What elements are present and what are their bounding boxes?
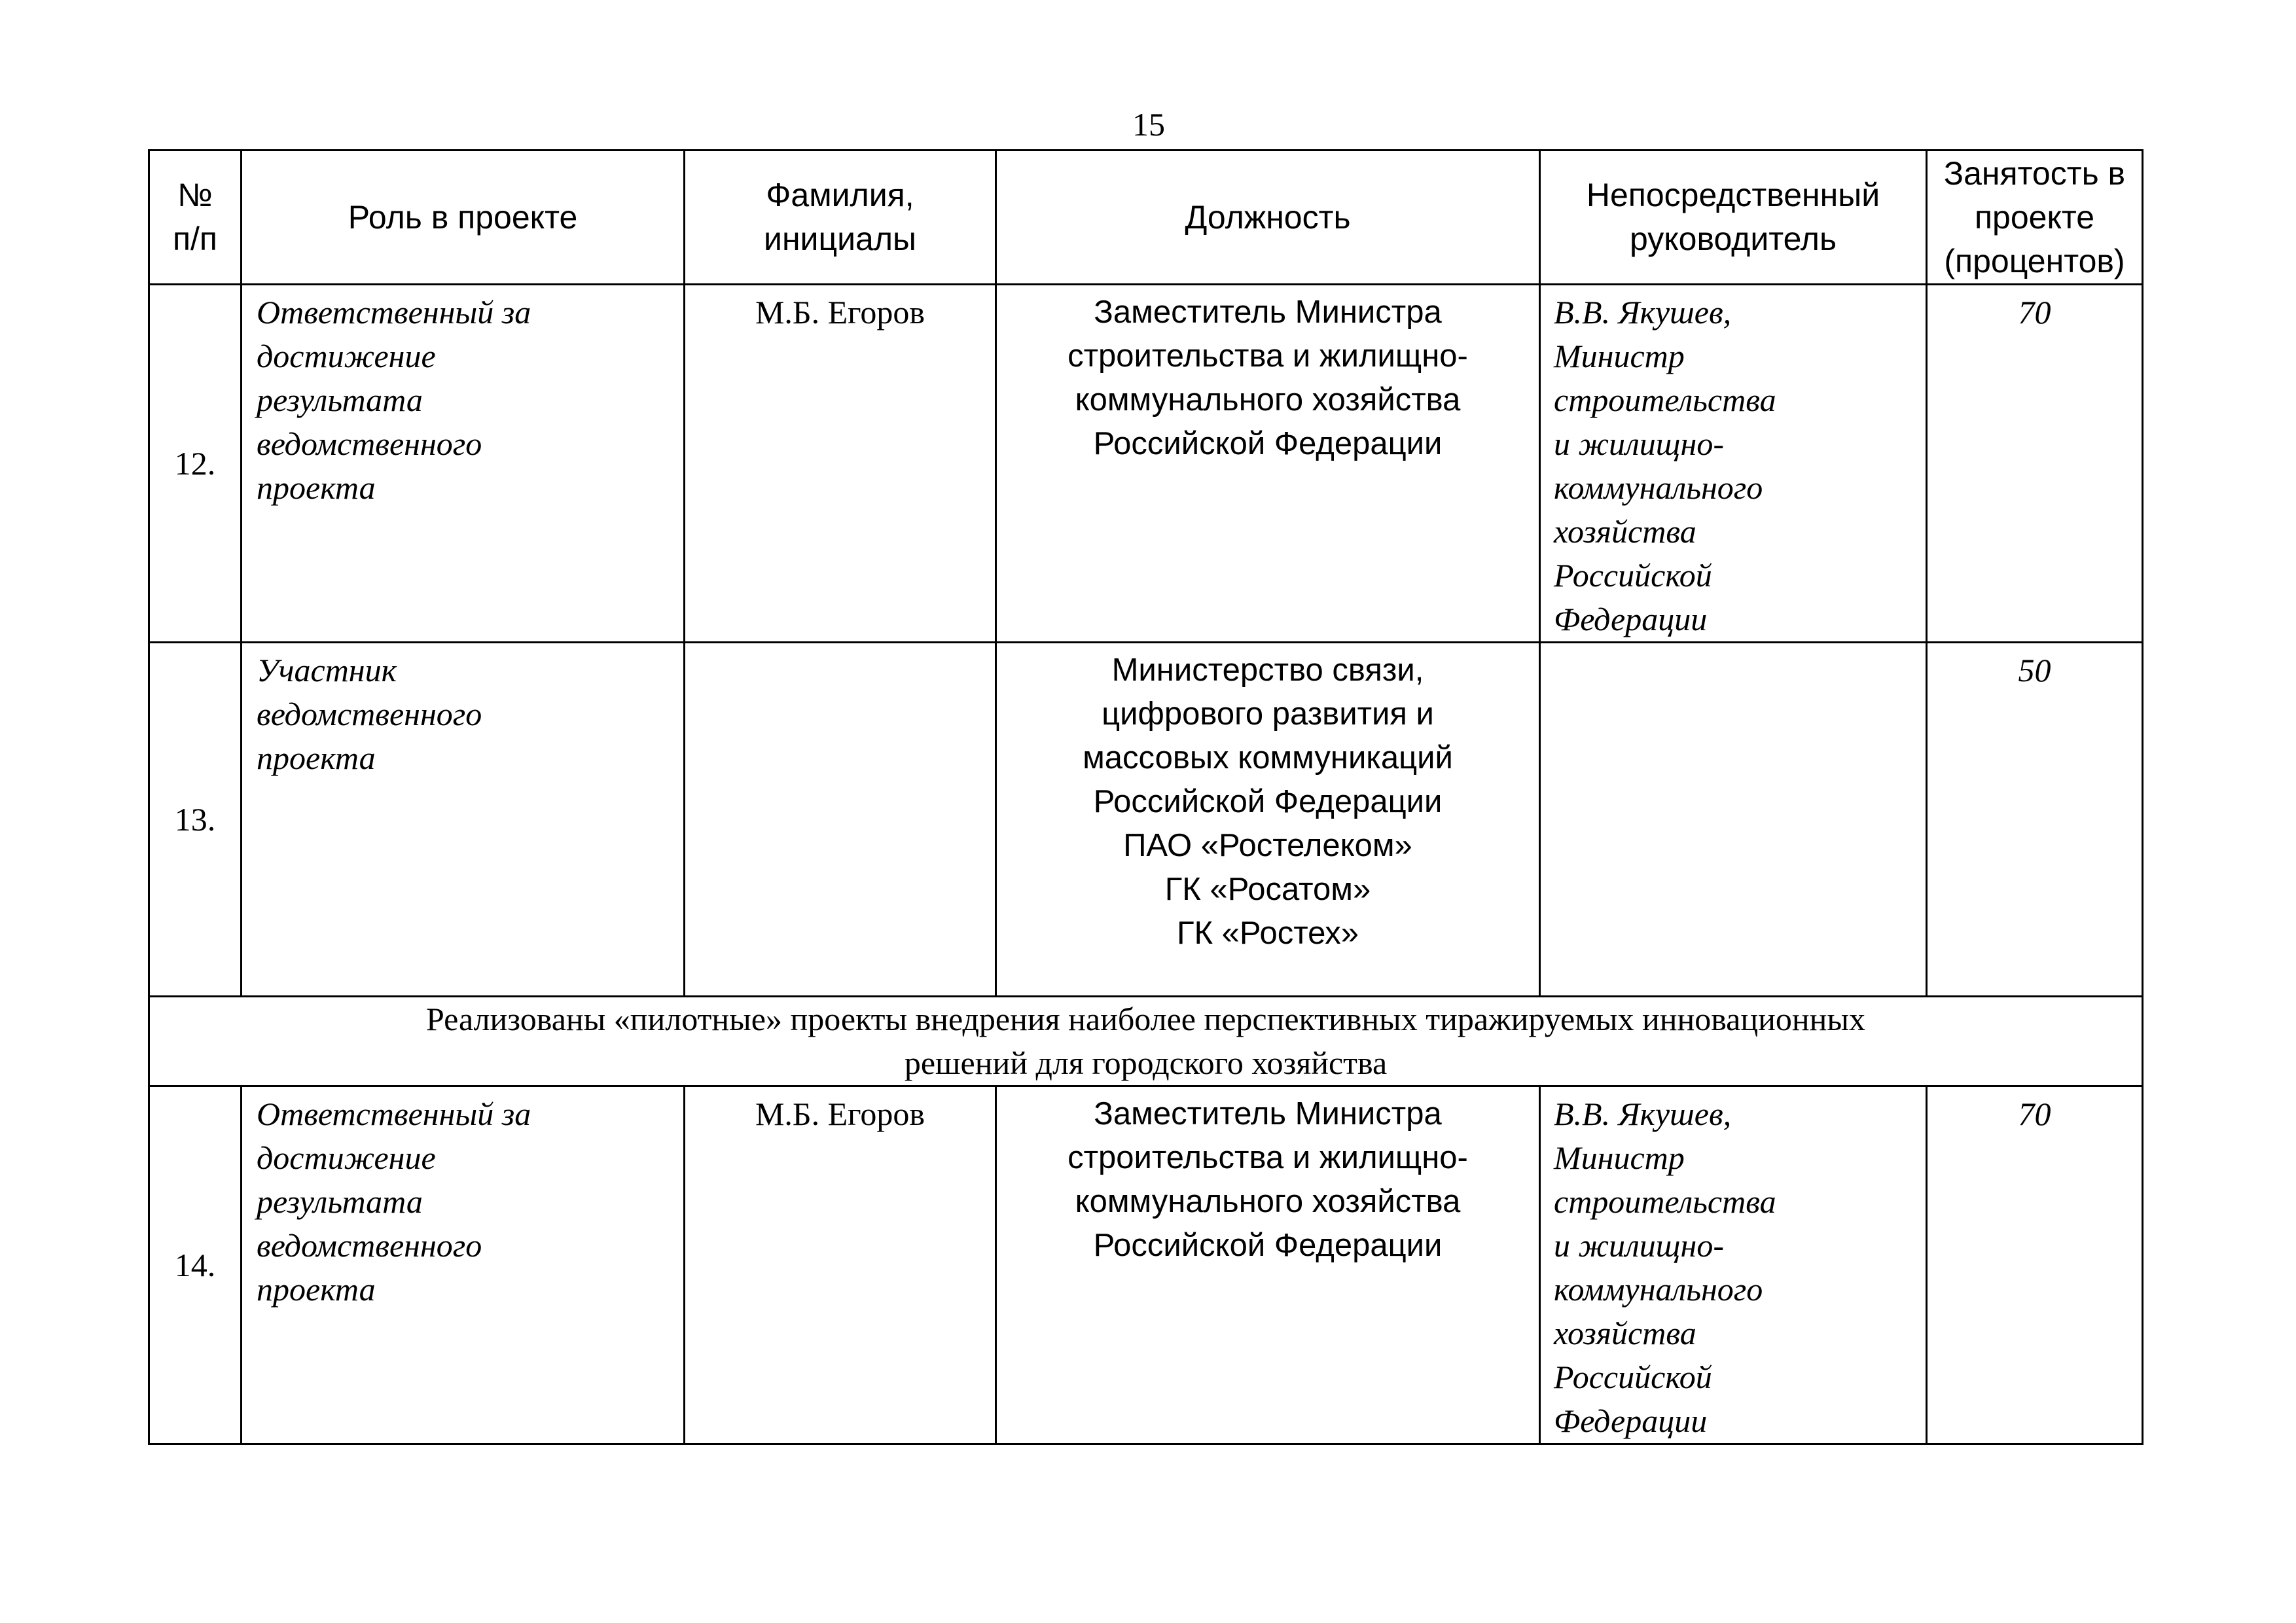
supervisor-cell (1540, 285, 1927, 643)
role-cell (242, 1086, 685, 1444)
position-line: массовых коммуникаций (1083, 740, 1453, 776)
role-line: ведомственного (257, 696, 482, 732)
role-line: ведомственного (257, 425, 482, 462)
role-line: достижение (257, 1139, 436, 1176)
header-share (1927, 151, 2143, 285)
supervisor-line: хозяйства (1554, 513, 1696, 550)
position-line: ГК «Росатом» (1164, 872, 1371, 907)
role-line: результата (257, 382, 423, 418)
section-title-line: Реализованы «пилотные» проекты внедрения наиболее перспективных тиражируемых инновационных (426, 1001, 1865, 1037)
supervisor-line: коммунального (1554, 1271, 1763, 1308)
header-share-line: (процентов) (1944, 242, 2125, 279)
position-line: цифрового развития и (1102, 696, 1434, 732)
position-cell (996, 643, 1540, 997)
position-line: Заместитель Министра (1094, 294, 1442, 330)
project-roster-table (148, 149, 2144, 1445)
supervisor-line: коммунального (1554, 469, 1763, 506)
position-line: коммунального хозяйства (1075, 382, 1461, 418)
header-share-line: Занятость в (1943, 154, 2126, 192)
section-title-line: решений для городского хозяйства (904, 1044, 1388, 1081)
table-row (149, 285, 2143, 643)
role-line: проекта (257, 740, 376, 776)
position-line: коммунального хозяйства (1075, 1184, 1461, 1219)
supervisor-line: Российской (1554, 557, 1712, 594)
supervisor-line: В.В. Якушев, (1554, 294, 1732, 330)
header-num-line: п/п (172, 221, 218, 257)
position-line: ГК «Ростех» (1176, 916, 1359, 951)
row-number: 14. (149, 1086, 242, 1444)
position-cell (996, 285, 1540, 643)
header-role: Роль в проекте (242, 151, 685, 285)
supervisor-line: строительства (1554, 1183, 1776, 1220)
share-cell: 70 (1927, 1086, 2143, 1444)
position-line: Министерство связи, (1111, 652, 1424, 688)
supervisor-cell (1540, 643, 1927, 997)
header-head-line: руководитель (1629, 221, 1837, 257)
supervisor-line: Федерации (1554, 1402, 1708, 1439)
header-name-line: Фамилия, (766, 177, 914, 213)
header-head (1540, 151, 1927, 285)
header-name-line: инициалы (764, 221, 916, 257)
position-line: Российской Федерации (1093, 426, 1443, 461)
section-title (149, 997, 2143, 1086)
role-line: ведомственного (257, 1227, 482, 1264)
position-line: строительства и жилищно- (1067, 1140, 1468, 1175)
role-line: проекта (257, 1271, 376, 1308)
role-line: Участник (257, 652, 397, 688)
supervisor-line: Российской (1554, 1359, 1712, 1395)
supervisor-line: Федерации (1554, 601, 1708, 637)
header-head-line: Непосредственный (1586, 177, 1880, 213)
name-cell: М.Б. Егоров (685, 1086, 996, 1444)
position-line: Российской Федерации (1093, 1228, 1443, 1263)
header-share-line: проекте (1974, 198, 2095, 236)
header-num (149, 151, 242, 285)
header-position: Должность (996, 151, 1540, 285)
role-cell (242, 285, 685, 643)
position-line: ПАО «Ростелеком» (1123, 828, 1412, 863)
role-line: результата (257, 1183, 423, 1220)
header-num-line: № (177, 177, 213, 213)
supervisor-line: и жилищно- (1554, 425, 1725, 462)
supervisor-line: В.В. Якушев, (1554, 1096, 1732, 1132)
header-name (685, 151, 996, 285)
supervisor-cell (1540, 1086, 1927, 1444)
position-line: строительства и жилищно- (1067, 338, 1468, 374)
position-line: Заместитель Министра (1094, 1096, 1442, 1132)
row-number: 13. (149, 643, 242, 997)
name-cell: М.Б. Егоров (685, 285, 996, 643)
supervisor-line: и жилищно- (1554, 1227, 1725, 1264)
section-title-row (149, 997, 2143, 1086)
name-cell (685, 643, 996, 997)
share-cell: 50 (1927, 643, 2143, 997)
page-number: 15 (1132, 106, 1165, 143)
supervisor-line: Министр (1554, 1139, 1685, 1176)
table-row (149, 643, 2143, 997)
table-header-row (149, 151, 2143, 285)
role-line: достижение (257, 338, 436, 374)
position-line: Российской Федерации (1093, 784, 1443, 819)
supervisor-line: строительства (1554, 382, 1776, 418)
share-cell: 70 (1927, 285, 2143, 643)
table-row (149, 1086, 2143, 1444)
row-number: 12. (149, 285, 242, 643)
role-line: Ответственный за (257, 1096, 531, 1132)
supervisor-line: хозяйства (1554, 1315, 1696, 1351)
role-line: проекта (257, 469, 376, 506)
role-line: Ответственный за (257, 294, 531, 330)
supervisor-line: Министр (1554, 338, 1685, 374)
role-cell (242, 643, 685, 997)
position-cell (996, 1086, 1540, 1444)
